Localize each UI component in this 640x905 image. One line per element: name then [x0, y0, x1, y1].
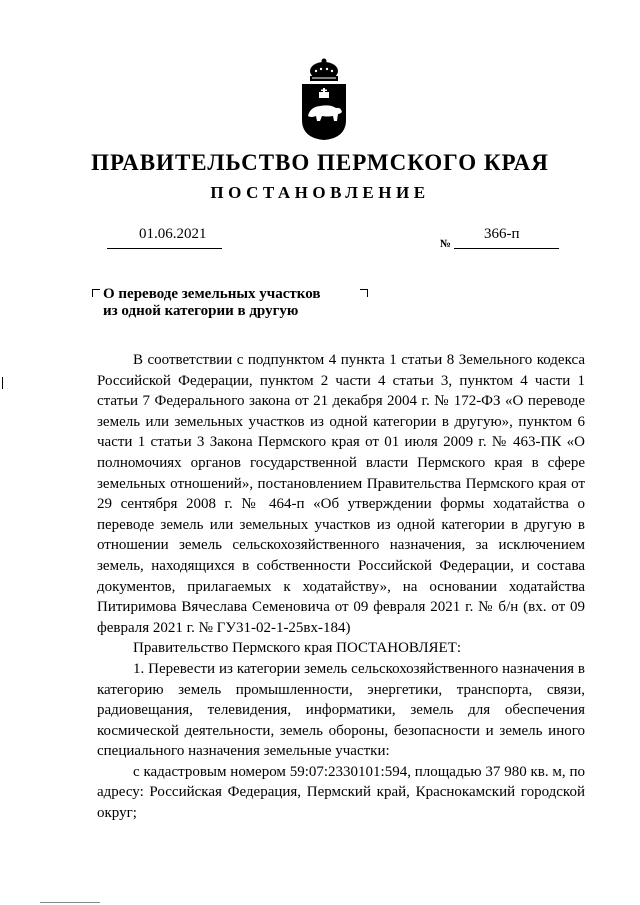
document-number: 366-п	[484, 226, 520, 242]
number-sign: №	[440, 238, 452, 250]
coat-of-arms-icon	[296, 58, 352, 142]
body-paragraph: Правительство Пермского края ПОСТАНОВЛЯЕТ:	[133, 640, 462, 657]
number-underline	[454, 248, 559, 249]
body-paragraph: В соответствии с подпунктом 4 пункта 1 статьи 8 Земельного кодекса Российской Федерации, пунктом 2 части 4 статьи 3, пунктом 4 части 1 статьи 7 Федерального закона от 21 декабря 2004 г. № 172-ФЗ «О переводе земель или земельных участков из одной категории в другую», пунктом 6 части 1 статьи 3 Закона Пермского края от 01 июля 2009 г. № 463-ПК «О полномочиях органов государственной власти Пермского края в сфере земельных отношений», постановлением Правительства Пермского края от 29 сентября 2008 г. № 464-п «Об утверждении формы ходатайства о переводе земель или земельных участков из одной категории в другую в отношении земель сельскохозяйственного назначения, за исключением земель, находящихся в собственности Российской Федерации, и состава документов, прилагаемых к ходатайству», на основании ходатайства Питиримова Вячеслава Семеновича от 09 февраля 2021 г. № б/н (вх. от 09 февраля 2021 г. № ГУ31-02-1-25вх-184)	[97, 352, 585, 636]
document-date: 01.06.2021	[139, 226, 207, 242]
scan-edge-mark	[40, 902, 100, 903]
subject-corner-left	[92, 289, 100, 297]
document-subject	[103, 286, 353, 319]
government-title: ПРАВИТЕЛЬСТВО ПЕРМСКОГО КРАЯ	[91, 150, 549, 175]
scan-mark	[2, 377, 3, 389]
subject-line: О переводе земельных участков	[103, 286, 321, 302]
document-body	[97, 350, 585, 824]
body-paragraph: с кадастровым номером 59:07:2330101:594, площадью 37 980 кв. м, по адресу: Российская Федерация, Пермский край, Краснокамский городской округ;	[97, 763, 585, 822]
subject-corner-right	[360, 289, 368, 297]
date-underline	[107, 248, 222, 249]
subject-line: из одной категории в другую	[103, 302, 299, 319]
document-type: ПОСТАНОВЛЕНИЕ	[210, 183, 430, 202]
body-paragraph: 1. Перевести из категории земель сельскохозяйственного назначения в категорию земель промышленности, энергетики, транспорта, связи, радиовещания, телевидения, информатики, земель для обеспечения космической деятельности, земель обороны, безопасности и земель иного специального назначения земельные участки:	[97, 660, 585, 760]
